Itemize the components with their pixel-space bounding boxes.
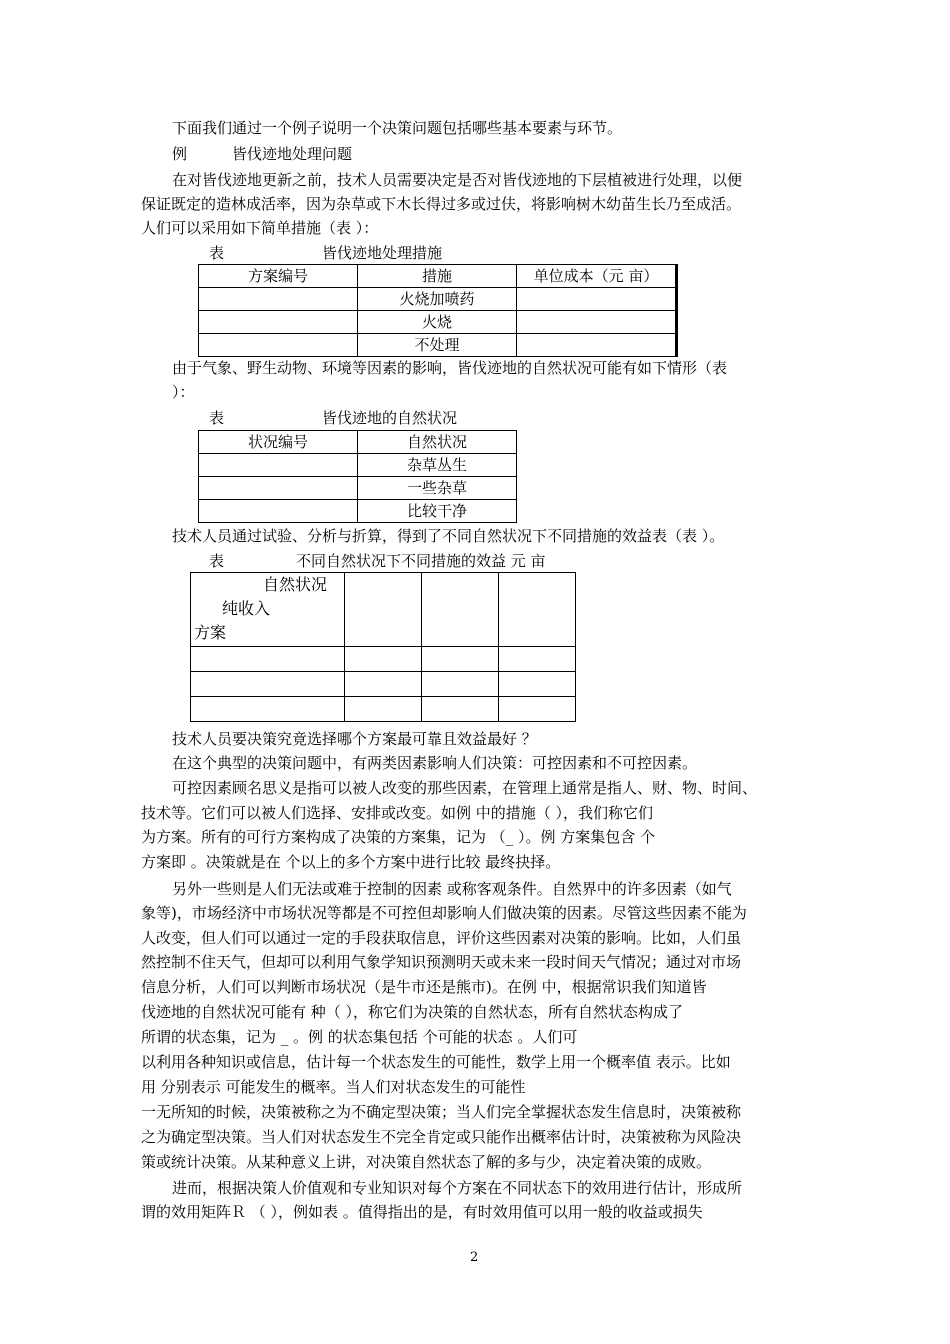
table1-cell: 火烧	[358, 311, 517, 334]
table-row	[199, 311, 677, 334]
example-label: 例	[172, 145, 188, 163]
para6-line-9: 用 分别表示 可能发生的概率。当人们对状态发生的可能性	[141, 1078, 526, 1096]
para6-line-12: 策或统计决策。从某种意义上讲，对决策自然状态了解的多与少，决定着决策的成败。	[141, 1153, 712, 1171]
table-row	[199, 477, 517, 500]
table1-caption-label: 表	[209, 244, 225, 262]
para4-line-2: 在这个典型的决策问题中，有两类因素影响人们决策：可控因素和不可控因素。	[172, 754, 698, 772]
table3-cell	[422, 697, 499, 722]
table3-cell	[345, 697, 422, 722]
para1-line-1: 在对皆伐迹地更新之前，技术人员需要决定是否对皆伐迹地的下层植被进行处理，以便	[172, 171, 743, 189]
para6-line-1: 另外一些则是人们无法或难于控制的因素 或称客观条件。自然界中的许多因素（如气	[172, 880, 732, 898]
table-row	[199, 454, 517, 477]
table3-corner-bottom: 方案	[194, 623, 227, 642]
table1-cell: 不处理	[358, 334, 517, 357]
table3-cell	[191, 647, 345, 672]
para3-text: 技术人员通过试验、分析与折算，得到了不同自然状况下不同措施的效益表（表 ）。	[172, 527, 725, 545]
para5-line-4: 方案即 。决策就是在 个以上的多个方案中进行比较 最终抉择。	[141, 853, 561, 871]
para6-line-10: 一无所知的时候，决策被称之为不确定型决策；当人们完全掌握状态发生信息时，决策被称	[141, 1103, 742, 1121]
table3-caption-label: 表	[209, 552, 225, 570]
table2-cell	[199, 477, 358, 500]
table3-cell	[345, 647, 422, 672]
table-row	[191, 697, 576, 722]
table1-cell: 火烧加喷药	[358, 288, 517, 311]
table1-cell	[517, 334, 677, 357]
para5-line-3: 为方案。所有的可行方案构成了决策的方案集，记为 （_ ）。例 方案集包含 个	[141, 828, 656, 846]
table2-caption-title: 皆伐迹地的自然状况	[322, 409, 458, 427]
table2-cell	[199, 500, 358, 523]
intro-text: 下面我们通过一个例子说明一个决策问题包括哪些基本要素与环节。	[172, 119, 623, 137]
table3-caption-title: 不同自然状况下不同措施的效益 元 亩	[296, 552, 546, 570]
table3-header	[499, 573, 576, 647]
table-row	[191, 672, 576, 697]
table1-cell	[199, 311, 358, 334]
page-number: 2	[470, 1250, 479, 1265]
table3-cell	[345, 672, 422, 697]
table-row	[199, 500, 517, 523]
table1-header: 单位成本（元 亩）	[517, 265, 677, 288]
table3-cell	[191, 697, 345, 722]
para6-line-2: 象等)，市场经济中市场状况等都是不可控但却影响人们做决策的因素。尽管这些因素不能为	[141, 904, 747, 922]
para6-line-11: 之为确定型决策。当人们对状态发生不完全肯定或只能作出概率估计时，决策被称为风险决	[141, 1128, 742, 1146]
example-title: 皆伐迹地处理问题	[232, 145, 353, 163]
para2-line-1: 由于气象、野生动物、环境等因素的影响，皆伐迹地的自然状况可能有如下情形（表	[172, 359, 728, 377]
table3-header	[422, 573, 499, 647]
table3-corner-middle: 纯收入	[222, 599, 271, 618]
para6-line-7: 所谓的状态集，记为 _ 。例 的状态集包括 个可能的状态 。人们可	[141, 1028, 578, 1046]
table3-header	[345, 573, 422, 647]
para6-line-8: 以利用各种知识或信息，估计每一个状态发生的可能性，数学上用一个概率值 表示。比如	[141, 1053, 731, 1071]
table2-cell: 比较干净	[358, 500, 517, 523]
table3	[190, 572, 576, 722]
para6-line-4: 然控制不住天气，但却可以利用气象学知识预测明天或未来一段时间天气情况；通过对市场	[141, 953, 742, 971]
table-row	[199, 288, 677, 311]
table2-header: 自然状况	[358, 431, 517, 454]
para2-line-2: ）：	[172, 383, 195, 401]
table3-cell	[422, 672, 499, 697]
para1-line-3: 人们可以采用如下简单措施（表 ）：	[141, 219, 379, 237]
para6-line-5: 信息分析，人们可以判断市场状况（是牛市还是熊市)。在例 中，根据常识我们知道皆	[141, 978, 707, 996]
table2-cell: 一些杂草	[358, 477, 517, 500]
table3-corner-top: 自然状况	[263, 575, 328, 594]
table3-cell	[499, 697, 576, 722]
para7-line-1: 进而，根据决策人价值观和专业知识对每个方案在不同状态下的效用进行估计，形成所	[172, 1179, 743, 1197]
table1-caption-title: 皆伐迹地处理措施	[322, 244, 443, 262]
table1-header: 方案编号	[199, 265, 358, 288]
table3-cell	[422, 647, 499, 672]
para5-line-1: 可控因素顾名思义是指可以被人改变的那些因素，在管理上通常是指人、财、物、时间、	[172, 779, 758, 797]
table3-cell	[499, 647, 576, 672]
table3-corner-cell	[191, 573, 345, 647]
table1-header: 措施	[358, 265, 517, 288]
table3-cell	[191, 672, 345, 697]
table1-cell	[517, 288, 677, 311]
table-row	[191, 647, 576, 672]
table2-cell	[199, 454, 358, 477]
table1	[198, 264, 678, 357]
table1-cell	[199, 288, 358, 311]
table1-header-row	[199, 265, 677, 288]
table2-caption-label: 表	[209, 409, 225, 427]
table3-header-row	[191, 573, 576, 647]
table2-header-row	[199, 431, 517, 454]
para4-line-1: 技术人员要决策究竟选择哪个方案最可靠且效益最好 ？	[172, 730, 537, 748]
table2	[198, 430, 517, 523]
table1-cell	[517, 311, 677, 334]
para6-line-3: 人改变，但人们可以通过一定的手段获取信息，评价这些因素对决策的影响。比如，人们虽	[141, 929, 742, 947]
para6-line-6: 伐迹地的自然状况可能有 种（ ），称它们为决策的自然状态，所有自然状态构成了	[141, 1003, 684, 1021]
para7-line-2: 谓的效用矩阵Ｒ （ ），例如表 。值得指出的是，有时效用值可以用一般的收益或损失	[141, 1203, 703, 1221]
table1-cell	[199, 334, 358, 357]
para1-line-2: 保证既定的造林成活率，因为杂草或下木长得过多或过伕，将影响树木幼苗生长乃至成活。	[141, 195, 742, 213]
para5-line-2: 技术等。它们可以被人们选择、安排或改变。如例 中的措施（ ），我们称它们	[141, 804, 654, 822]
table2-header: 状况编号	[199, 431, 358, 454]
table2-cell: 杂草丛生	[358, 454, 517, 477]
table3-cell	[499, 672, 576, 697]
table-row	[199, 334, 677, 357]
